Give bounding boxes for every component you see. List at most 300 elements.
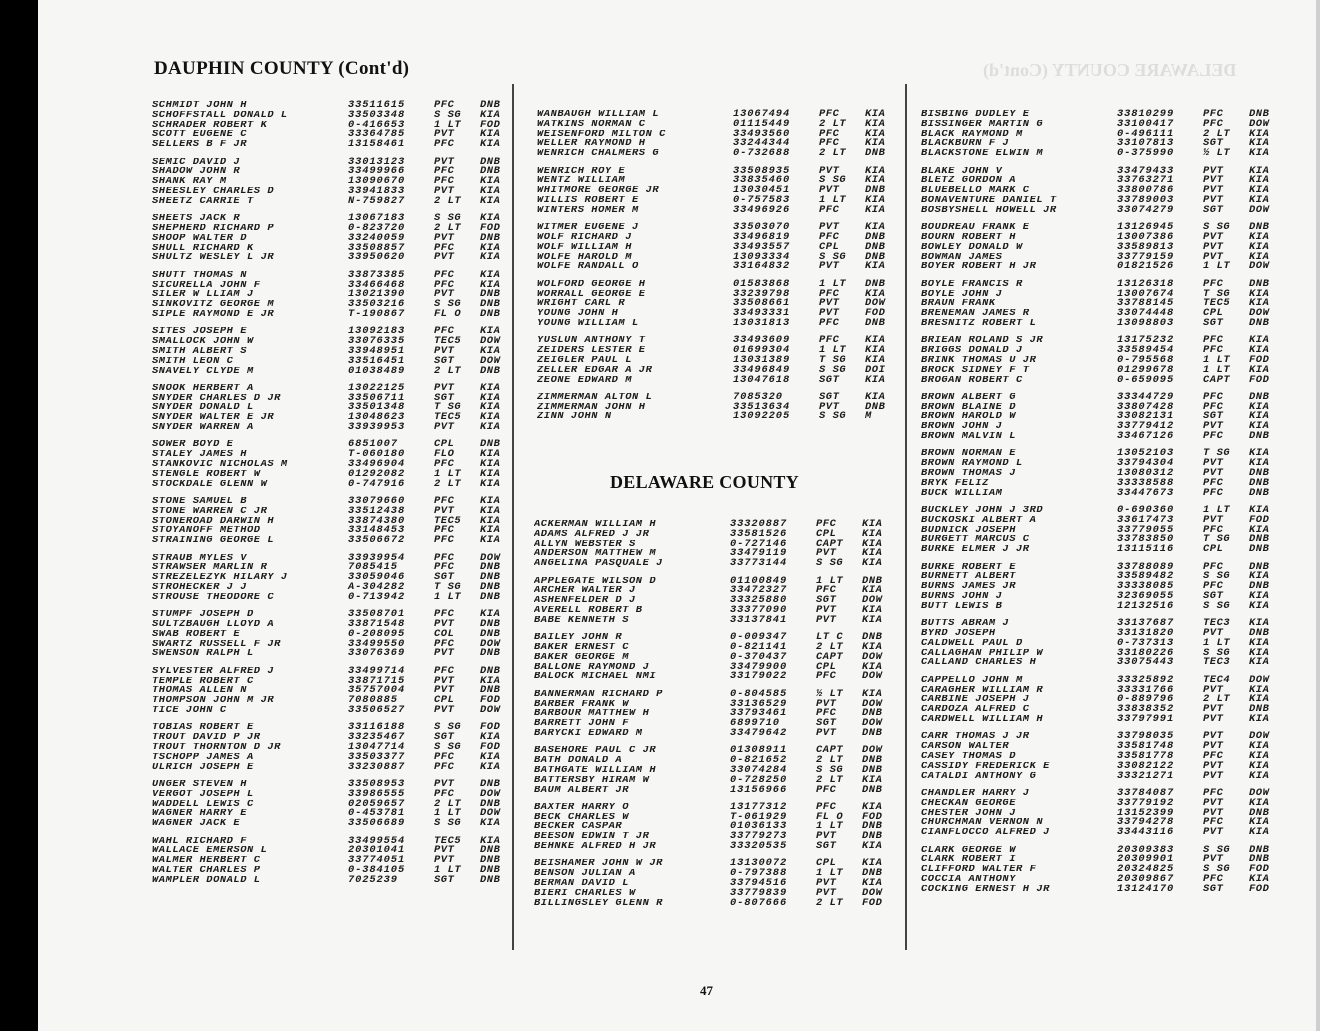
record-serial: 33082131 bbox=[1117, 410, 1175, 423]
record-name: YOUNG WILLIAM L bbox=[537, 318, 639, 329]
record-serial: 33794516 bbox=[730, 877, 788, 890]
record-name: BUCK WILLIAM bbox=[921, 488, 1003, 499]
record-name: WOLFORD GEORGE H bbox=[537, 279, 646, 290]
record-name: BOURN ROBERT H bbox=[921, 232, 1016, 243]
record-rank: PFC bbox=[434, 608, 455, 621]
record-name: SCHOFFSTALL DONALD L bbox=[152, 110, 288, 121]
record-status: KIA bbox=[865, 353, 886, 366]
record-serial: 33479119 bbox=[730, 547, 788, 560]
record-rank: S SG bbox=[1203, 863, 1231, 876]
record-row bbox=[921, 796, 1289, 809]
record-rank: SGT bbox=[434, 571, 455, 584]
record-serial: 01100849 bbox=[730, 574, 788, 587]
record-status: DNB bbox=[1249, 843, 1270, 856]
record-status: DOW bbox=[862, 886, 883, 899]
record-row bbox=[537, 139, 905, 149]
record-name: SNYDER WALTER E JR bbox=[152, 413, 275, 424]
record-rank: SGT bbox=[1203, 882, 1224, 895]
record-rank: PVT bbox=[434, 344, 455, 357]
record-row bbox=[921, 353, 1289, 366]
record-rank: PFC bbox=[1203, 344, 1224, 357]
record-serial: 33508935 bbox=[733, 164, 791, 177]
record-rank: PFC bbox=[819, 127, 840, 140]
record-serial: 33074448 bbox=[1117, 307, 1175, 320]
record-serial: 13156966 bbox=[730, 783, 788, 796]
record-status: DOW bbox=[862, 744, 883, 757]
record-status: DNB bbox=[480, 647, 501, 660]
record-name: STONE SAMUEL B bbox=[152, 497, 247, 507]
record-rank: 1 LT bbox=[1203, 260, 1231, 273]
record-row bbox=[921, 673, 1289, 686]
record-row bbox=[537, 127, 905, 140]
record-rank: PVT bbox=[1203, 806, 1224, 819]
record-serial: 33503216 bbox=[348, 298, 406, 311]
record-group bbox=[921, 390, 1289, 443]
record-rank: SGT bbox=[1203, 137, 1224, 150]
record-serial: 13031389 bbox=[733, 353, 791, 366]
record-status: KIA bbox=[862, 537, 883, 550]
record-serial: 33107813 bbox=[1117, 137, 1175, 150]
record-status: KIA bbox=[1249, 570, 1270, 583]
record-status: DOW bbox=[1249, 203, 1270, 216]
record-rank: 1 LT bbox=[1203, 353, 1231, 366]
record-serial: 33059046 bbox=[348, 571, 406, 584]
record-row bbox=[921, 636, 1289, 649]
record-rank: PVT bbox=[1203, 250, 1224, 263]
record-row bbox=[921, 373, 1289, 386]
record-status: DNB bbox=[1249, 430, 1270, 443]
record-rank: PVT bbox=[434, 674, 455, 687]
record-name: STONEROAD DARWIN H bbox=[152, 516, 275, 527]
record-row bbox=[152, 214, 520, 224]
record-serial: 33076335 bbox=[348, 335, 406, 348]
record-status: KIA bbox=[1249, 683, 1270, 696]
record-serial: 33447673 bbox=[1117, 486, 1175, 499]
record-name: SHEESLEY CHARLES D bbox=[152, 186, 275, 197]
record-name: BROCK SIDNEY F T bbox=[921, 365, 1030, 376]
record-status: DOW bbox=[1249, 307, 1270, 320]
record-status: DNB bbox=[1249, 533, 1270, 546]
record-row bbox=[921, 882, 1289, 895]
record-status: KIA bbox=[1249, 523, 1270, 536]
record-name: CHURCHMAN VERNON N bbox=[921, 818, 1044, 829]
record-status: DNB bbox=[862, 867, 883, 880]
record-name: SILER W LLIAM J bbox=[152, 290, 254, 301]
record-rank: PFC bbox=[434, 278, 455, 291]
record-status: KIA bbox=[480, 128, 501, 141]
record-rank: T SG bbox=[434, 581, 462, 594]
record-rank: 2 LT bbox=[434, 364, 462, 377]
record-serial: 13007386 bbox=[1117, 230, 1175, 243]
record-status: KIA bbox=[1249, 740, 1270, 753]
record-serial: 33503070 bbox=[733, 221, 791, 234]
record-status: KIA bbox=[1249, 872, 1270, 885]
record-rank: PFC bbox=[434, 760, 455, 773]
record-status: KIA bbox=[480, 514, 501, 527]
record-serial: 33467126 bbox=[1117, 430, 1175, 443]
record-rank: PFC bbox=[434, 268, 455, 281]
record-row bbox=[537, 309, 905, 319]
record-serial: 02059657 bbox=[348, 797, 406, 810]
record-serial: 33506672 bbox=[348, 534, 406, 547]
record-row bbox=[152, 413, 520, 423]
record-serial: 6851007 bbox=[348, 438, 398, 451]
record-name: SCHMIDT JOHN H bbox=[152, 101, 247, 111]
record-row bbox=[921, 599, 1289, 612]
scan-right-edge bbox=[1316, 0, 1320, 1031]
record-status: KIA bbox=[480, 138, 501, 151]
record-rank: PVT bbox=[1203, 703, 1224, 716]
record-row bbox=[152, 477, 520, 490]
record-name: YOUNG JOHN H bbox=[537, 309, 619, 319]
record-name: BECKER CASPAR bbox=[534, 822, 623, 833]
record-name: ZEIDERS LESTER E bbox=[537, 346, 646, 356]
record-serial: 33774051 bbox=[348, 854, 406, 867]
record-serial: 13126945 bbox=[1117, 221, 1175, 234]
record-row bbox=[152, 696, 520, 706]
bleed-through-title: DELAWARE COUNTY (Cont'd) bbox=[983, 60, 1237, 80]
record-group bbox=[921, 786, 1289, 839]
record-serial: 33235467 bbox=[348, 731, 406, 744]
record-group bbox=[537, 277, 905, 329]
record-status: DNB bbox=[480, 231, 501, 244]
record-serial: 33338588 bbox=[1117, 476, 1175, 489]
record-row bbox=[534, 773, 902, 786]
record-name: BROWN ALBERT G bbox=[921, 392, 1016, 403]
record-row bbox=[921, 742, 1289, 752]
record-name: WAHL RICHARD F bbox=[152, 836, 247, 847]
record-serial: 13115116 bbox=[1117, 543, 1175, 556]
record-status: DNB bbox=[865, 184, 886, 197]
record-rank: PVT bbox=[1203, 164, 1224, 177]
record-rank: S SG bbox=[819, 363, 847, 376]
record-name: VERGOT JOSEPH L bbox=[152, 789, 254, 800]
record-serial: 7080885 bbox=[348, 694, 398, 707]
record-rank: CAPT bbox=[816, 537, 844, 550]
record-name: ZELLER EDGAR A JR bbox=[537, 365, 653, 376]
record-name: STENGLE ROBERT W bbox=[152, 469, 261, 480]
record-serial: 33100417 bbox=[1117, 117, 1175, 130]
record-serial: 0-889796 bbox=[1117, 693, 1175, 706]
record-name: BARRETT JOHN F bbox=[534, 719, 629, 729]
record-serial: 33239798 bbox=[733, 287, 791, 300]
record-row bbox=[921, 513, 1289, 526]
record-name: WINTERS HOMER M bbox=[537, 205, 639, 216]
record-status: KIA bbox=[865, 203, 886, 216]
record-serial: 33493557 bbox=[733, 240, 791, 253]
record-row bbox=[152, 440, 520, 450]
record-status: KIA bbox=[1249, 420, 1270, 433]
record-name: STRAINING GEORGE L bbox=[152, 536, 275, 547]
record-row bbox=[534, 859, 902, 869]
record-row bbox=[921, 646, 1289, 659]
record-status: DOW bbox=[480, 551, 501, 564]
record-row bbox=[152, 583, 520, 593]
record-status: KIA bbox=[1249, 410, 1270, 423]
record-name: SHEETZ CARRIE T bbox=[152, 196, 254, 207]
record-group bbox=[921, 277, 1289, 329]
record-rank: S SG bbox=[816, 763, 844, 776]
record-serial: 33581778 bbox=[1117, 749, 1175, 762]
record-rank: T SG bbox=[1203, 287, 1231, 300]
record-rank: PVT bbox=[1203, 759, 1224, 772]
record-status: KIA bbox=[480, 760, 501, 773]
record-row bbox=[921, 786, 1289, 799]
record-serial: 33589813 bbox=[1117, 240, 1175, 253]
record-rank: PVT bbox=[1203, 457, 1224, 470]
record-row bbox=[921, 127, 1289, 140]
record-status: FOD bbox=[865, 307, 886, 320]
record-serial: 0-384105 bbox=[348, 863, 406, 876]
record-row bbox=[921, 287, 1289, 300]
record-serial: 33479900 bbox=[730, 660, 788, 673]
record-status: KIA bbox=[862, 584, 883, 597]
record-status: KIA bbox=[1249, 400, 1270, 413]
record-rank: PFC bbox=[1203, 486, 1224, 499]
record-group bbox=[152, 101, 520, 150]
record-status: DNB bbox=[862, 820, 883, 833]
record-rank: 2 LT bbox=[819, 117, 847, 130]
record-serial: 33499966 bbox=[348, 165, 406, 178]
record-serial: 33797991 bbox=[1117, 712, 1175, 725]
record-row bbox=[534, 687, 902, 700]
record-serial: 7025239 bbox=[348, 873, 398, 886]
record-serial: 13030451 bbox=[733, 184, 791, 197]
record-serial: 20309901 bbox=[1117, 853, 1175, 866]
record-row bbox=[152, 155, 520, 168]
record-row bbox=[534, 559, 902, 569]
record-name: BONAVENTURE DANIEL T bbox=[921, 195, 1057, 206]
record-status: KIA bbox=[865, 137, 886, 150]
record-rank: CPL bbox=[434, 438, 455, 451]
record-row bbox=[921, 110, 1289, 120]
record-status: KIA bbox=[862, 857, 883, 870]
record-status: KIA bbox=[1249, 712, 1270, 725]
record-name: SNOOK HERBERT A bbox=[152, 383, 254, 394]
record-name: SWAB ROBERT E bbox=[152, 629, 241, 640]
record-row bbox=[921, 769, 1289, 782]
record-status: DNB bbox=[1249, 108, 1270, 120]
record-serial: 33508857 bbox=[348, 241, 406, 254]
record-rank: SGT bbox=[434, 391, 455, 404]
record-serial: 33779159 bbox=[1117, 250, 1175, 263]
record-name: ULRICH JOSEPH E bbox=[152, 762, 254, 773]
record-row bbox=[921, 535, 1289, 545]
record-name: BROWN MALVIN L bbox=[921, 432, 1016, 442]
record-rank: TEC4 bbox=[1203, 673, 1231, 686]
record-name: SWARTZ RUSSELL F JR bbox=[152, 639, 281, 650]
record-status: DOW bbox=[1249, 786, 1270, 799]
record-name: BURGETT MARCUS C bbox=[921, 535, 1030, 546]
record-row bbox=[921, 658, 1289, 668]
record-rank: CAPT bbox=[1203, 373, 1231, 386]
record-name: BURNS JOHN J bbox=[921, 592, 1003, 602]
record-row bbox=[537, 316, 905, 329]
record-rank: 1 LT bbox=[819, 344, 847, 357]
record-status: KIA bbox=[862, 518, 883, 530]
record-serial: 33986555 bbox=[348, 787, 406, 800]
record-rank: 1 LT bbox=[816, 867, 844, 880]
record-status: DNB bbox=[862, 726, 883, 739]
record-name: STRAUB MYLES V bbox=[152, 553, 247, 564]
record-rank: LT C bbox=[816, 631, 844, 644]
section-title-delaware: DELAWARE COUNTY bbox=[610, 472, 800, 492]
record-name: WAGNER JACK E bbox=[152, 819, 241, 829]
record-name: BLACKBURN F J bbox=[921, 139, 1010, 150]
record-status: DNB bbox=[865, 277, 886, 290]
record-status: KIA bbox=[1249, 137, 1270, 150]
record-rank: 1 LT bbox=[434, 807, 462, 820]
record-serial: 0-496111 bbox=[1117, 127, 1175, 140]
record-rank: PVT bbox=[434, 381, 455, 394]
record-status: KIA bbox=[1249, 769, 1270, 782]
record-row bbox=[152, 307, 520, 320]
record-name: BROWN NORMAN E bbox=[921, 449, 1016, 460]
record-group bbox=[537, 223, 905, 272]
record-serial: 33873385 bbox=[348, 268, 406, 281]
record-status: KIA bbox=[480, 381, 501, 394]
record-serial: 33617473 bbox=[1117, 513, 1175, 526]
record-status: KIA bbox=[480, 391, 501, 404]
record-group bbox=[152, 381, 520, 434]
record-name: ANDERSON MATTHEW M bbox=[534, 549, 657, 560]
record-serial: 13048623 bbox=[348, 411, 406, 424]
record-name: WOLFE HAROLD M bbox=[537, 252, 632, 263]
record-status: DNB bbox=[862, 830, 883, 843]
record-row bbox=[534, 763, 902, 776]
record-serial: 0-804585 bbox=[730, 687, 788, 700]
record-group bbox=[152, 497, 520, 546]
record-status: KIA bbox=[480, 175, 501, 188]
record-status: DNB bbox=[862, 707, 883, 720]
record-row bbox=[921, 240, 1289, 253]
record-row bbox=[537, 223, 905, 233]
record-row bbox=[537, 240, 905, 253]
record-status: DNB bbox=[862, 763, 883, 776]
record-status: KIA bbox=[1249, 127, 1270, 140]
record-rank: PFC bbox=[819, 230, 840, 243]
record-status: DNB bbox=[865, 240, 886, 253]
record-rank: PFC bbox=[434, 458, 455, 471]
record-rank: PFC bbox=[434, 664, 455, 677]
record-name: BISBING DUDLEY E bbox=[921, 110, 1030, 120]
record-name: COCCIA ANTHONY bbox=[921, 874, 1016, 885]
record-row bbox=[152, 344, 520, 357]
record-name: CLIFFORD WALTER F bbox=[921, 865, 1037, 875]
record-rank: 1 LT bbox=[434, 467, 462, 480]
record-serial: 33496926 bbox=[733, 203, 791, 216]
record-row bbox=[152, 649, 520, 659]
record-serial: 0-208095 bbox=[348, 627, 406, 640]
record-row bbox=[152, 563, 520, 573]
record-serial: 0-747916 bbox=[348, 477, 406, 490]
record-row bbox=[152, 101, 520, 111]
record-rank: PVT bbox=[434, 684, 455, 697]
record-rank: PFC bbox=[1203, 390, 1224, 403]
record-status: KIA bbox=[1249, 147, 1270, 160]
record-row bbox=[537, 412, 905, 422]
record-row bbox=[921, 412, 1289, 422]
record-status: KIA bbox=[480, 411, 501, 424]
record-row bbox=[537, 346, 905, 356]
record-status: KIA bbox=[1249, 590, 1270, 603]
record-name: BLETZ GORDON A bbox=[921, 176, 1016, 187]
record-row bbox=[921, 230, 1289, 243]
record-rank: PFC bbox=[434, 175, 455, 188]
record-status: KIA bbox=[1249, 184, 1270, 197]
record-serial: 20301041 bbox=[348, 844, 406, 857]
record-serial: 33516451 bbox=[348, 354, 406, 367]
record-rank: SGT bbox=[434, 873, 455, 886]
record-rank: PVT bbox=[816, 613, 837, 626]
record-row bbox=[152, 723, 520, 733]
record-group bbox=[152, 551, 520, 603]
record-rank: 1 LT bbox=[1203, 636, 1231, 649]
record-row bbox=[921, 250, 1289, 263]
record-rank: S SG bbox=[1203, 599, 1231, 612]
record-serial: 33338085 bbox=[1117, 580, 1175, 593]
record-rank: PFC bbox=[434, 99, 455, 111]
record-rank: PVT bbox=[434, 421, 455, 434]
record-name: BURKE ELMER J JR bbox=[921, 545, 1030, 556]
record-name: SOWER BOYD E bbox=[152, 440, 234, 451]
record-row bbox=[152, 573, 520, 583]
record-serial: 0-807666 bbox=[730, 896, 788, 909]
record-rank: FL O bbox=[434, 307, 462, 320]
record-name: BALLONE RAYMOND J bbox=[534, 662, 650, 673]
record-serial: 0-453781 bbox=[348, 807, 406, 820]
record-rank: PVT bbox=[434, 618, 455, 630]
record-rank: 2 LT bbox=[1203, 693, 1231, 706]
record-rank: PFC bbox=[1203, 786, 1224, 799]
record-status: KIA bbox=[865, 260, 886, 273]
record-serial: 0-375990 bbox=[1117, 147, 1175, 160]
record-rank: TEC5 bbox=[434, 834, 462, 847]
record-rank: 1 LT bbox=[434, 118, 462, 131]
record-serial: 01583868 bbox=[733, 277, 791, 290]
record-rank: 2 LT bbox=[434, 797, 462, 810]
record-rank: CPL bbox=[819, 240, 840, 253]
record-status: KIA bbox=[862, 773, 883, 786]
record-row bbox=[921, 828, 1289, 838]
record-rank: PVT bbox=[1203, 513, 1224, 526]
record-row bbox=[152, 354, 520, 367]
record-row bbox=[152, 130, 520, 140]
record-status: KIA bbox=[865, 117, 886, 130]
record-row bbox=[152, 381, 520, 394]
record-rank: PFC bbox=[816, 800, 837, 813]
record-name: BOWLEY DONALD W bbox=[921, 242, 1023, 253]
record-status: DNB bbox=[862, 574, 883, 587]
record-status: DNB bbox=[480, 664, 501, 677]
record-name: STALEY JAMES H bbox=[152, 450, 247, 461]
record-name: WILLIS ROBERT E bbox=[537, 195, 639, 206]
record-row bbox=[921, 336, 1289, 346]
record-serial: 01292082 bbox=[348, 467, 406, 480]
record-status: KIA bbox=[480, 731, 501, 744]
record-row bbox=[537, 203, 905, 216]
record-serial: 13093334 bbox=[733, 250, 791, 263]
record-serial: 33496904 bbox=[348, 458, 406, 471]
record-status: DNB bbox=[862, 754, 883, 767]
record-rank: 1 LT bbox=[819, 193, 847, 206]
record-rank: PVT bbox=[819, 260, 840, 273]
record-rank: T SG bbox=[434, 401, 462, 414]
record-serial: 0-757583 bbox=[733, 193, 791, 206]
record-rank: CPL bbox=[434, 694, 455, 707]
record-row bbox=[537, 186, 905, 196]
record-name: WEISENFORD MILTON C bbox=[537, 129, 666, 140]
